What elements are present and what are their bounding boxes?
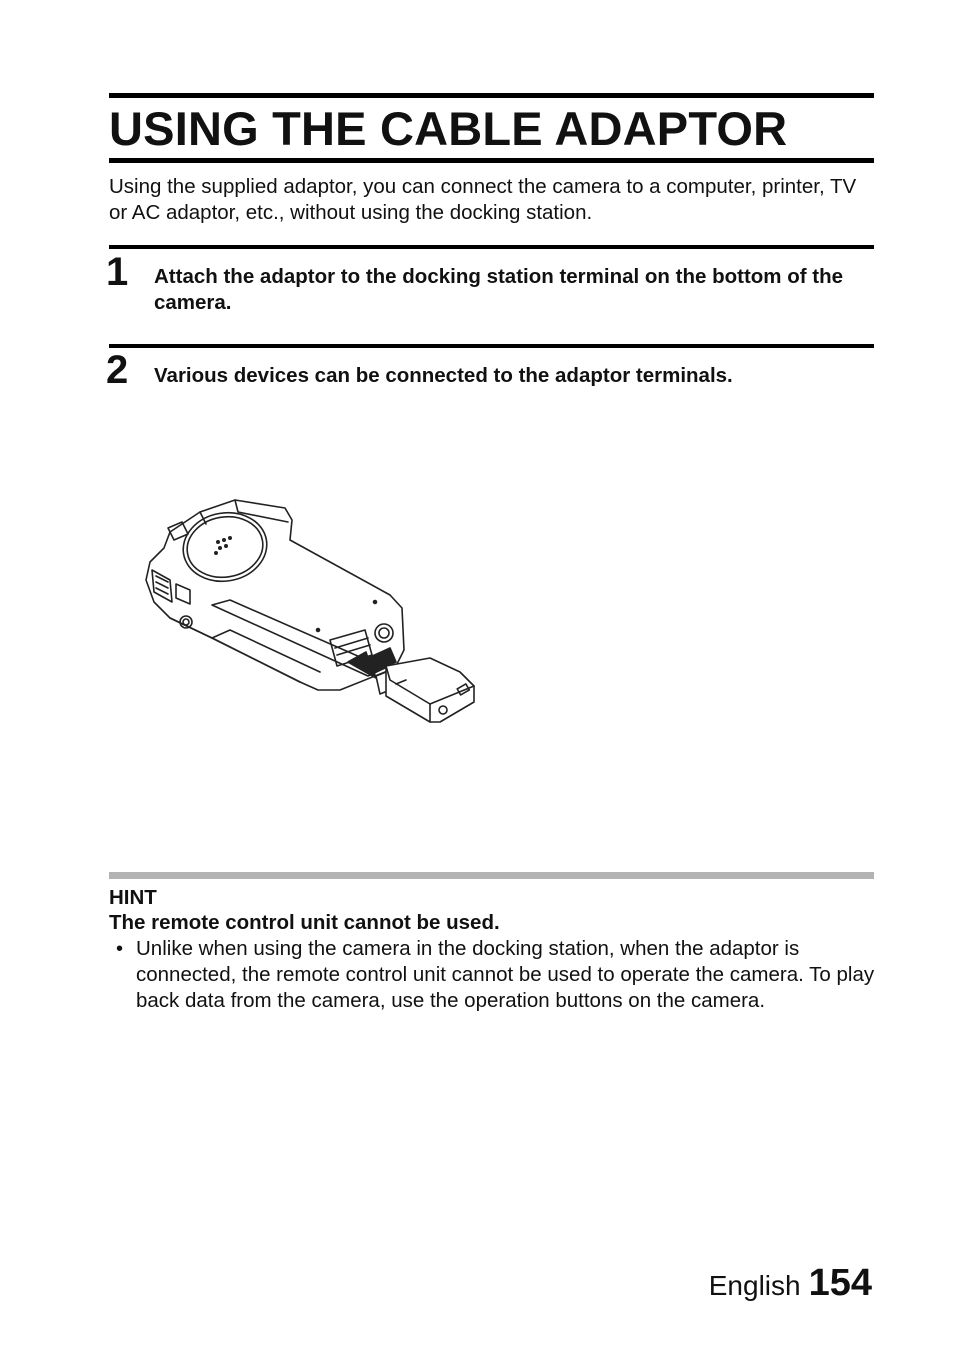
footer-language: English bbox=[708, 1270, 801, 1301]
page-number: 154 bbox=[808, 1262, 872, 1304]
title-bottom-rule bbox=[109, 158, 874, 163]
step-1-text: Attach the adaptor to the docking station terminal on the bottom of the camera. bbox=[154, 265, 844, 314]
bullet-icon: • bbox=[116, 938, 124, 960]
step-2-text: Various devices can be connected to the adaptor terminals. bbox=[154, 364, 733, 387]
title-top-rule bbox=[109, 93, 874, 98]
hint-label: HINT bbox=[109, 886, 157, 909]
intro-paragraph: Using the supplied adaptor, you can connect the camera to a computer, printer, TV or AC adaptor, etc., without using the docking station. bbox=[109, 175, 857, 224]
step-2-number: 2 bbox=[106, 348, 129, 392]
step-2-rule bbox=[109, 344, 874, 348]
hint-body: Unlike when using the camera in the docking station, when the adaptor is connected, the remote control unit cannot be used to operate the camera. To play back data from the camera, use the operation buttons on the camera. bbox=[136, 937, 875, 1012]
page-footer bbox=[709, 1262, 872, 1305]
camera-with-cable-adaptor-illustration bbox=[140, 490, 490, 745]
step-1-number: 1 bbox=[106, 250, 129, 294]
step-1-rule bbox=[109, 245, 874, 249]
hint-title: The remote control unit cannot be used. bbox=[109, 911, 500, 934]
page-title: USING THE CABLE ADAPTOR bbox=[109, 102, 788, 155]
hint-divider bbox=[109, 872, 874, 879]
